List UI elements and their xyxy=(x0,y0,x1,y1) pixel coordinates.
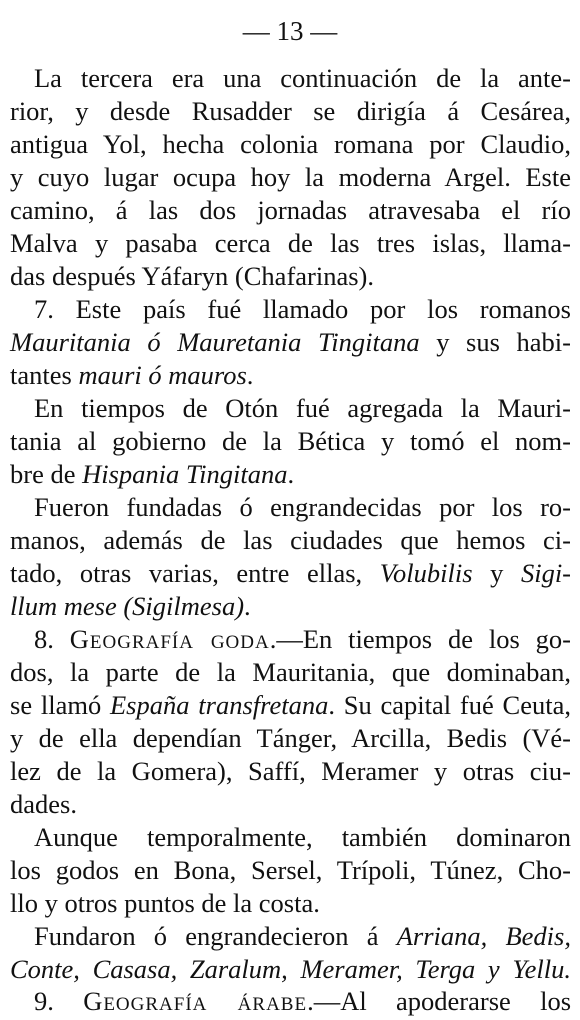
text-span: . xyxy=(244,591,251,621)
text-line: dades. xyxy=(10,789,77,819)
section-number: 9. xyxy=(34,986,84,1016)
text-line: La tercera era una continuación de la ante- xyxy=(34,63,571,93)
text-line: tania al gobierno de la Bética y tomó el nom- xyxy=(10,426,571,456)
text-span: . Su capital fué Ceuta, xyxy=(328,690,571,720)
italic-term: Hispania Tingitana xyxy=(82,459,288,489)
section-number: 8. xyxy=(34,624,70,654)
text-line: Fueron fundadas ó engrandecidas por los ro- xyxy=(34,492,571,522)
text-line xyxy=(10,689,571,722)
text-span: . xyxy=(287,459,295,489)
text-line xyxy=(34,920,571,953)
text-line: 7. Este país fué llamado por los romanos xyxy=(34,294,571,324)
text-line xyxy=(34,986,571,1016)
text-line: y de ella dependían Tánger, Arcilla, Bedis (Vé- xyxy=(10,723,571,753)
italic-term: Sigi- xyxy=(520,558,572,588)
text-line: dos, la parte de la Mauritania, que dominaban, xyxy=(10,657,571,687)
text-line xyxy=(34,623,571,656)
text-line: das después Yáfaryn (Chafarinas). xyxy=(10,261,374,291)
italic-term: Volubilis xyxy=(379,558,473,588)
text-span: y xyxy=(472,558,521,588)
italic-term: Mauritania ó Mauretania Tingitana xyxy=(10,327,420,357)
text-line: llo y otros puntos de la costa. xyxy=(10,888,320,918)
page-number: — 13 — xyxy=(242,16,338,46)
text-span: tado, otras varias, entre ellas, xyxy=(10,558,380,588)
text-span: y sus habi- xyxy=(419,327,571,357)
section-heading: Geografía árabe xyxy=(83,986,308,1016)
text-line: antigua Yol, hecha colonia romana por Claudio, xyxy=(10,129,571,159)
text-line xyxy=(10,458,571,491)
text-span: .—Al apoderarse los xyxy=(307,986,572,1016)
text-line: lez de la Gomera), Saffí, Meramer y otras ciu- xyxy=(10,756,571,786)
text-span: bre de xyxy=(10,459,83,489)
italic-term: España transfretana xyxy=(110,690,329,720)
italic-term: Conte, Casasa, Zaralum, Meramer, Terga y Yellu. xyxy=(10,954,571,984)
italic-term: llum mese (Sigilmesa) xyxy=(10,591,245,621)
text-line: manos, además de las ciudades que hemos ci- xyxy=(10,525,571,555)
text-line: rior, y desde Rusadder se dirigía á Cesárea, xyxy=(10,96,571,126)
text-line: y cuyo lugar ocupa hoy la moderna Argel. Este xyxy=(10,162,571,192)
text-line xyxy=(10,557,571,590)
text-line: Aunque temporalmente, también dominaron xyxy=(34,822,571,852)
text-span: Fundaron ó engrandecieron á xyxy=(34,921,397,951)
text-line xyxy=(10,326,571,359)
text-line xyxy=(10,590,571,623)
text-line: los godos en Bona, Sersel, Trípoli, Túnez, Cho- xyxy=(10,855,571,885)
text-span: tantes xyxy=(10,360,79,390)
text-line: Malva y pasaba cerca de las tres islas, llama- xyxy=(10,228,571,258)
italic-term: Arriana, Bedis, xyxy=(396,921,571,951)
text-line xyxy=(10,359,571,392)
italic-term: mauri ó mauros xyxy=(78,360,247,390)
text-line xyxy=(10,953,571,986)
text-span: se llamó xyxy=(10,690,110,720)
text-line: En tiempos de Otón fué agregada la Mauri- xyxy=(34,393,571,423)
text-span: . xyxy=(246,360,254,390)
text-line: camino, á las dos jornadas atravesaba el río xyxy=(10,195,571,225)
section-heading: Geografía goda xyxy=(69,624,270,654)
text-span: .—En tiempos de los go- xyxy=(269,624,571,654)
